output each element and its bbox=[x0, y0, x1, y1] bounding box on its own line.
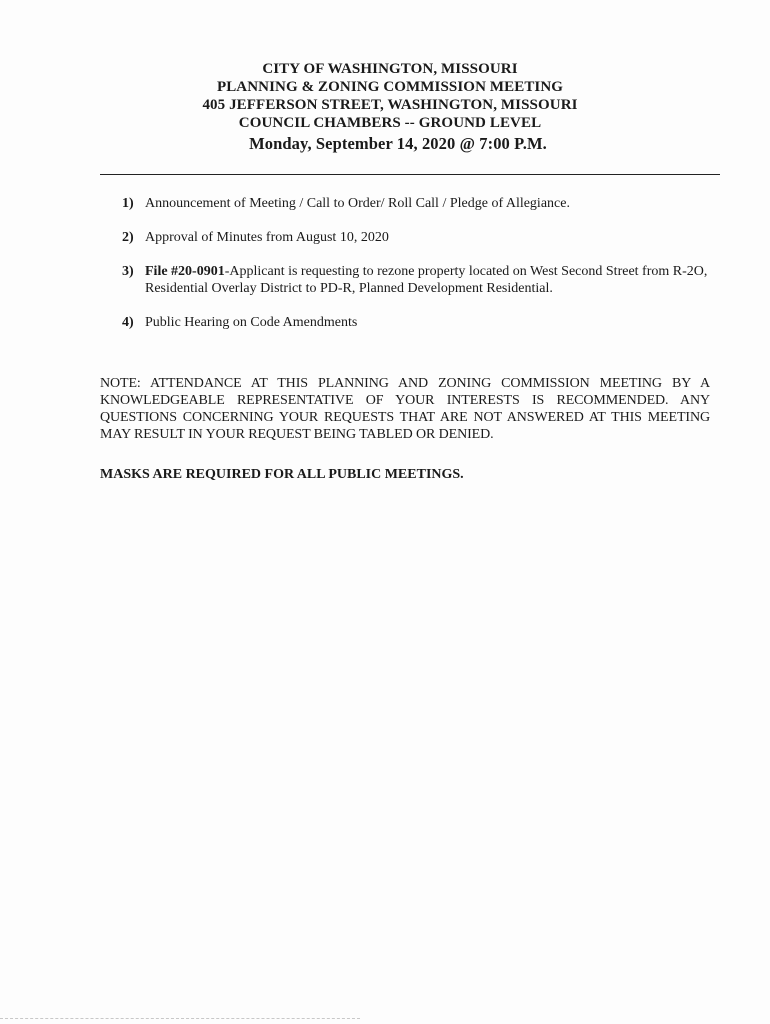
agenda-list bbox=[122, 195, 712, 348]
agenda-item-body: Public Hearing on Code Amendments bbox=[145, 315, 358, 330]
agenda-item-body: Announcement of Meeting / Call to Order/ Roll Call / Pledge of Allegiance. bbox=[145, 196, 570, 211]
scan-artifact-line bbox=[0, 1018, 360, 1019]
agenda-item-text bbox=[145, 263, 712, 297]
agenda-item-number: 2) bbox=[122, 230, 134, 245]
agenda-item-number: 4) bbox=[122, 315, 134, 330]
agenda-item-text bbox=[145, 314, 712, 331]
agenda-item bbox=[122, 195, 712, 212]
agenda-item-body: -Applicant is requesting to rezone property located on West Second Street from R-2O, Residential Overlay District to PD-R, Planned Development Residential. bbox=[145, 264, 708, 296]
meeting-location: COUNCIL CHAMBERS -- GROUND LEVEL bbox=[238, 115, 542, 131]
agenda-item bbox=[122, 314, 712, 331]
attendance-note: NOTE: ATTENDANCE AT THIS PLANNING AND ZONING COMMISSION MEETING BY A KNOWLEDGEABLE REPRESENTATIVE OF YOUR INTERESTS IS RECOMMENDED. ANY QUESTIONS CONCERNING YOUR REQUESTS THAT ARE NOT ANSWERED AT THIS MEETING MAY RESULT IN YOUR REQUEST BEING TABLED OR DENIED. bbox=[100, 376, 710, 442]
agenda-item-body: Approval of Minutes from August 10, 2020 bbox=[145, 230, 389, 245]
agenda-item-number: 3) bbox=[122, 264, 134, 279]
meeting-datetime: Monday, September 14, 2020 @ 7:00 P.M. bbox=[249, 134, 547, 153]
city-title: CITY OF WASHINGTON, MISSOURI bbox=[262, 61, 518, 77]
meeting-address: 405 JEFFERSON STREET, WASHINGTON, MISSOURI bbox=[202, 97, 578, 113]
agenda-item bbox=[122, 229, 712, 246]
agenda-item bbox=[122, 263, 712, 297]
meeting-title: PLANNING & ZONING COMMISSION MEETING bbox=[216, 79, 564, 95]
agenda-item-file-number: File #20-0901 bbox=[145, 264, 225, 279]
masks-notice: MASKS ARE REQUIRED FOR ALL PUBLIC MEETINGS. bbox=[100, 467, 464, 482]
agenda-item-text bbox=[145, 229, 712, 246]
header-divider bbox=[100, 174, 720, 175]
agenda-item-number: 1) bbox=[122, 196, 134, 211]
document-header bbox=[0, 60, 770, 155]
agenda-item-text bbox=[145, 195, 712, 212]
